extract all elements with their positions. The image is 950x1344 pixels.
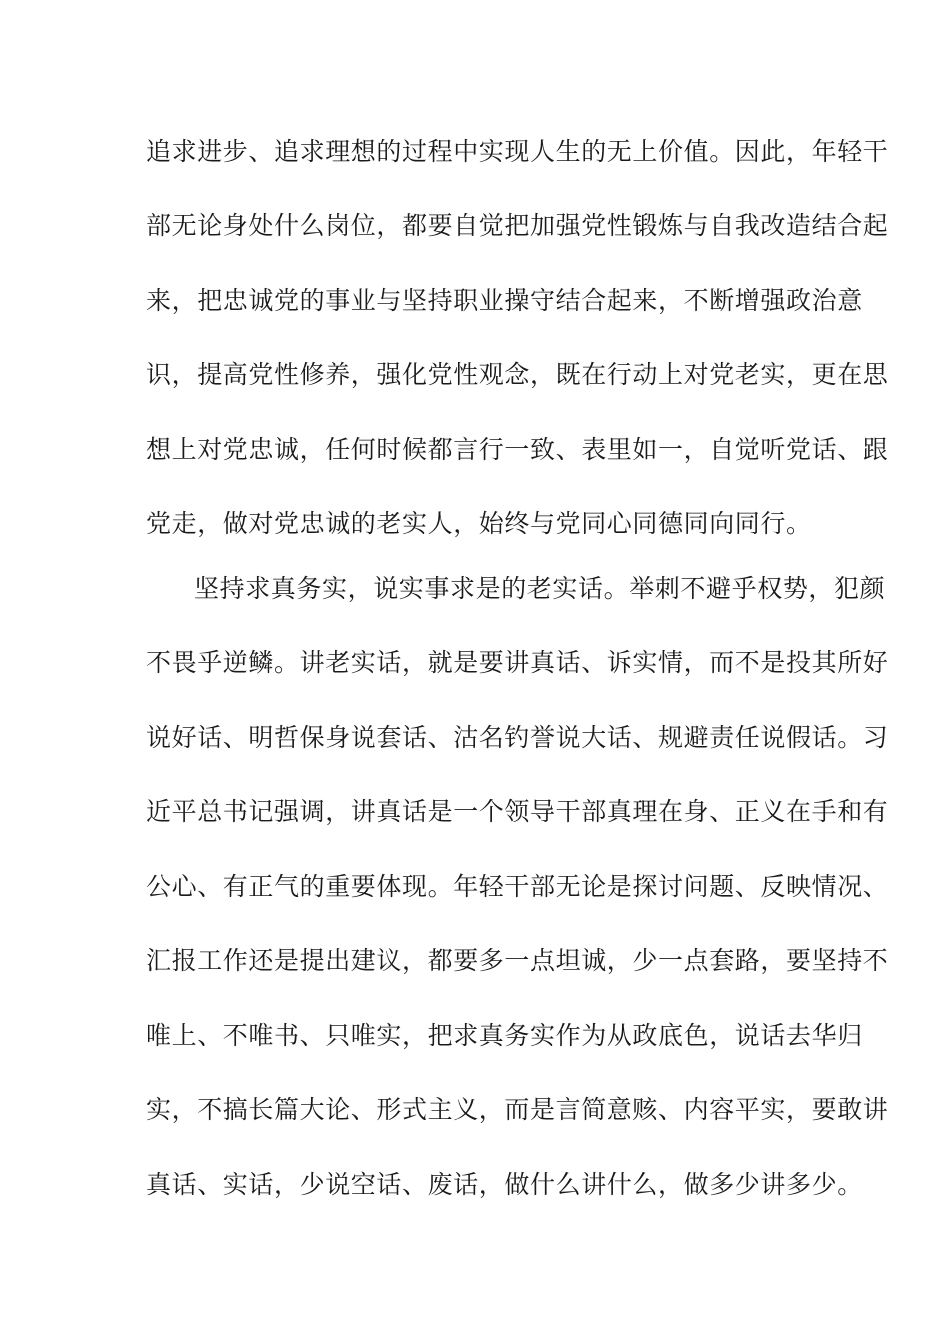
text-line: 唯上、不唯书、只唯实，把求真务实作为从政底色，说话去华归 [146, 1021, 863, 1050]
text-line: 公心、有正气的重要体现。年轻干部无论是探讨问题、反映情况、 [146, 872, 889, 901]
text-line: 真话、实话，少说空话、废话，做什么讲什么，做多少讲多少。 [146, 1170, 863, 1199]
text-line: 实，不搞长篇大论、形式主义，而是言简意赅、内容平实，要敢讲 [146, 1095, 889, 1124]
text-line: 来，把忠诚党的事业与坚持职业操守结合起来，不断增强政治意 [146, 286, 863, 315]
text-line: 党走，做对党忠诚的老实人，始终与党同心同德同向同行。 [146, 509, 812, 538]
text-line: 追求进步、追求理想的过程中实现人生的无上价值。因此，年轻干 [146, 137, 889, 166]
text-line: 想上对党忠诚，任何时候都言行一致、表里如一，自觉听党话、跟 [146, 435, 889, 464]
text-line: 汇报工作还是提出建议，都要多一点坦诚，少一点套路，要坚持不 [146, 946, 889, 975]
text-line: 不畏乎逆鳞。讲老实话，就是要讲真话、诉实情，而不是投其所好 [146, 648, 889, 677]
text-line: 说好话、明哲保身说套话、沽名钓誉说大话、规避责任说假话。习 [146, 723, 889, 752]
text-line: 部无论身处什么岗位，都要自觉把加强党性锻炼与自我改造结合起 [146, 211, 889, 240]
text-line: 识，提高党性修养，强化党性观念，既在行动上对党老实，更在思 [146, 360, 889, 389]
text-line: 坚持求真务实，说实事求是的老实话。举刺不避乎权势，犯颜 [194, 574, 886, 603]
text-line: 近平总书记强调，讲真话是一个领导干部真理在身、正义在手和有 [146, 797, 889, 826]
